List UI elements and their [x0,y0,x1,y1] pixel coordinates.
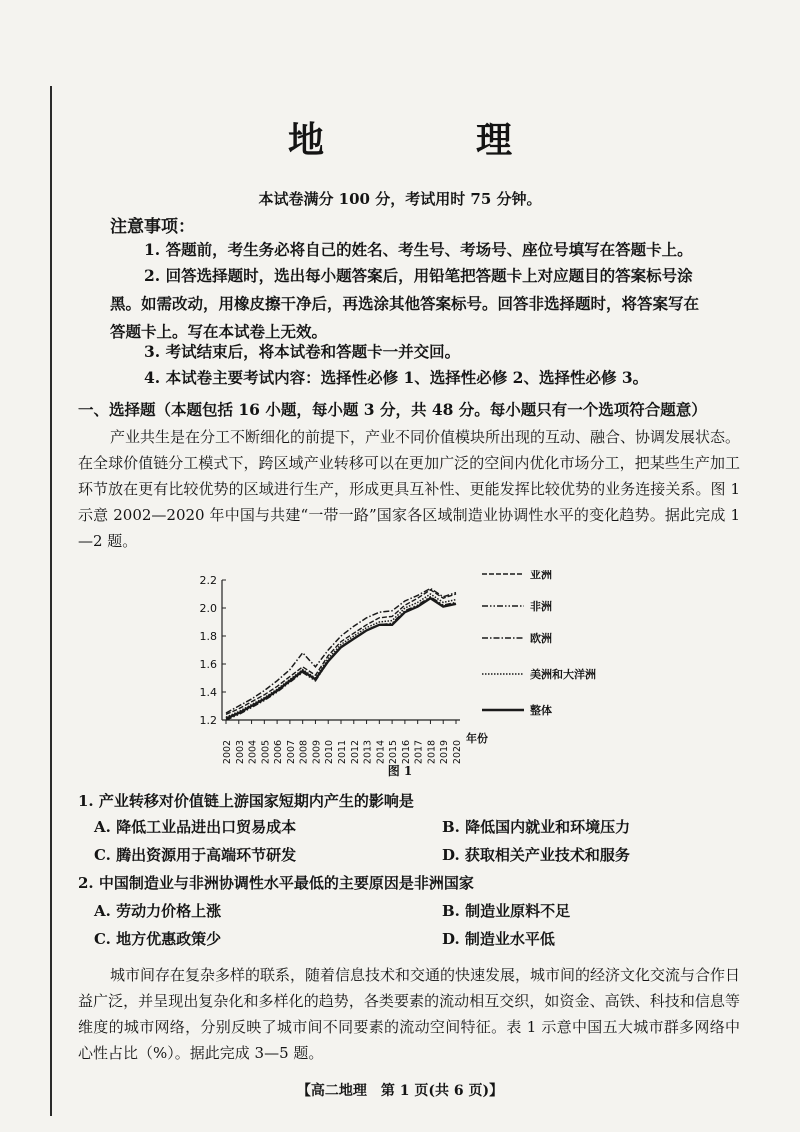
legend-label-3: 欧洲 [530,632,552,645]
legend-label-1: 亚洲 [530,570,552,581]
notice-heading: 注意事项： [110,217,195,237]
x-tick-label: 2004 [247,739,259,765]
q2-option-b[interactable]: B. 制造业原料不足 [442,902,571,920]
binding-margin-line [50,86,52,1116]
y-tick-label: 1.2 [199,714,217,727]
series-line-3 [226,588,456,713]
x-tick-label: 2016 [400,739,412,765]
y-tick-label: 2.0 [199,602,217,615]
x-tick-label: 2006 [273,739,285,765]
page-footer: 【高二地理 第 1 页(共 6 页)】 [296,1083,504,1099]
x-tick-label: 2019 [439,739,451,765]
x-tick-label: 2005 [260,739,272,765]
q2-option-a[interactable]: A. 劳动力价格上涨 [94,902,222,920]
notice-item-1: 1. 答题前，考生务必将自己的姓名、考生号、考场号、座位号填写在答题卡上。 [144,240,693,259]
x-tick-label: 2014 [375,739,387,765]
q2-option-d[interactable]: D. 制造业水平低 [442,930,555,948]
x-tick-label: 2010 [324,739,336,765]
x-tick-label: 2013 [362,739,374,765]
y-tick-label: 1.4 [199,686,217,699]
x-tick-label: 2020 [452,739,463,765]
exam-subtitle: 本试卷满分 100 分，考试用时 75 分钟。 [258,190,542,208]
x-tick-label: 2009 [311,739,323,765]
x-tick-label: 2015 [388,739,400,765]
notice-item-2: 2. 回答选择题时，选出每小题答案后，用铅笔把答题卡上对应题目的答案标号涂黑。如需改动，用橡皮擦干净后，再选涂其他答案标号。回答非选择题时，将答案写在答题卡上。写在本试卷上无效。 [110,266,700,341]
series-line-4 [226,594,456,717]
x-tick-label: 2008 [298,739,310,765]
x-tick-label: 2007 [285,739,297,765]
x-tick-label: 2017 [413,739,425,765]
q1-option-d[interactable]: D. 获取相关产业技术和服务 [442,846,630,864]
q1-option-b[interactable]: B. 降低国内就业和环境压力 [442,818,631,836]
x-tick-label: 2012 [349,739,361,765]
y-tick-label: 1.8 [199,630,217,643]
section-heading: 一、选择题（本题包括 16 小题，每小题 3 分，共 48 分。每小题只有一个选项符合题意） [78,400,707,419]
page-title: 地 理 [287,119,570,161]
chart-svg [180,570,620,780]
passage-1: 产业共生是在分工不断细化的前提下，产业不同价值模块所出现的互动、融合、协调发展状态。在全球价值链分工模式下，跨区域产业转移可以在更加广泛的空间内优化市场分工，把某些生产加工环节放在更有比较优势的区域进行生产，形成更具互补性、更能发挥比较优势的业务连接关系。图 1 示意 2002—2020 年中国与共建“一带一路”国家各区域制造业协调性水平的变化趋势。据此完成 1—2 题。 [78,428,741,550]
q2-option-c[interactable]: C. 地方优惠政策少 [94,930,222,948]
x-tick-label: 2018 [426,739,438,765]
y-tick-label: 1.6 [199,658,217,671]
legend-label-4: 美洲和大洋洲 [530,668,596,681]
legend-label-5: 整体 [530,704,552,717]
x-tick-label: 2002 [222,739,233,765]
question-1-stem: 1. 产业转移对价值链上游国家短期内产生的影响是 [78,792,414,810]
notice-item-3: 3. 考试结束后，将本试卷和答题卡一并交回。 [144,342,461,361]
x-axis-label: 年份 [466,732,488,745]
passage-2: 城市间存在复杂多样的联系，随着信息技术和交通的快速发展，城市间的经济文化交流与合作日益广泛，并呈现出复杂化和多样化的趋势，各类要素的流动相互交织，如资金、高铁、科技和信息等维度的城市网络，分别反映了城市间不同要素的流动空间特征。表 1 示意中国五大城市群多网络中心性占比（%）。据此完成 3—5 题。 [78,966,741,1062]
x-tick-label: 2011 [337,739,348,765]
question-2-stem: 2. 中国制造业与非洲协调性水平最低的主要原因是非洲国家 [78,874,474,892]
x-tick-label: 2003 [234,739,246,765]
legend-label-2: 非洲 [530,600,552,613]
series-line-1 [226,590,456,715]
notice-item-4: 4. 本试卷主要考试内容：选择性必修 1、选择性必修 2、选择性必修 3。 [144,368,649,387]
y-tick-label: 2.2 [199,574,217,587]
series-line-5 [226,598,456,718]
figure-caption: 图 1 [387,764,413,778]
figure-1-chart [180,570,620,780]
q1-option-c[interactable]: C. 腾出资源用于高端环节研发 [94,846,297,864]
q1-option-a[interactable]: A. 降低工业品进出口贸易成本 [94,818,297,836]
